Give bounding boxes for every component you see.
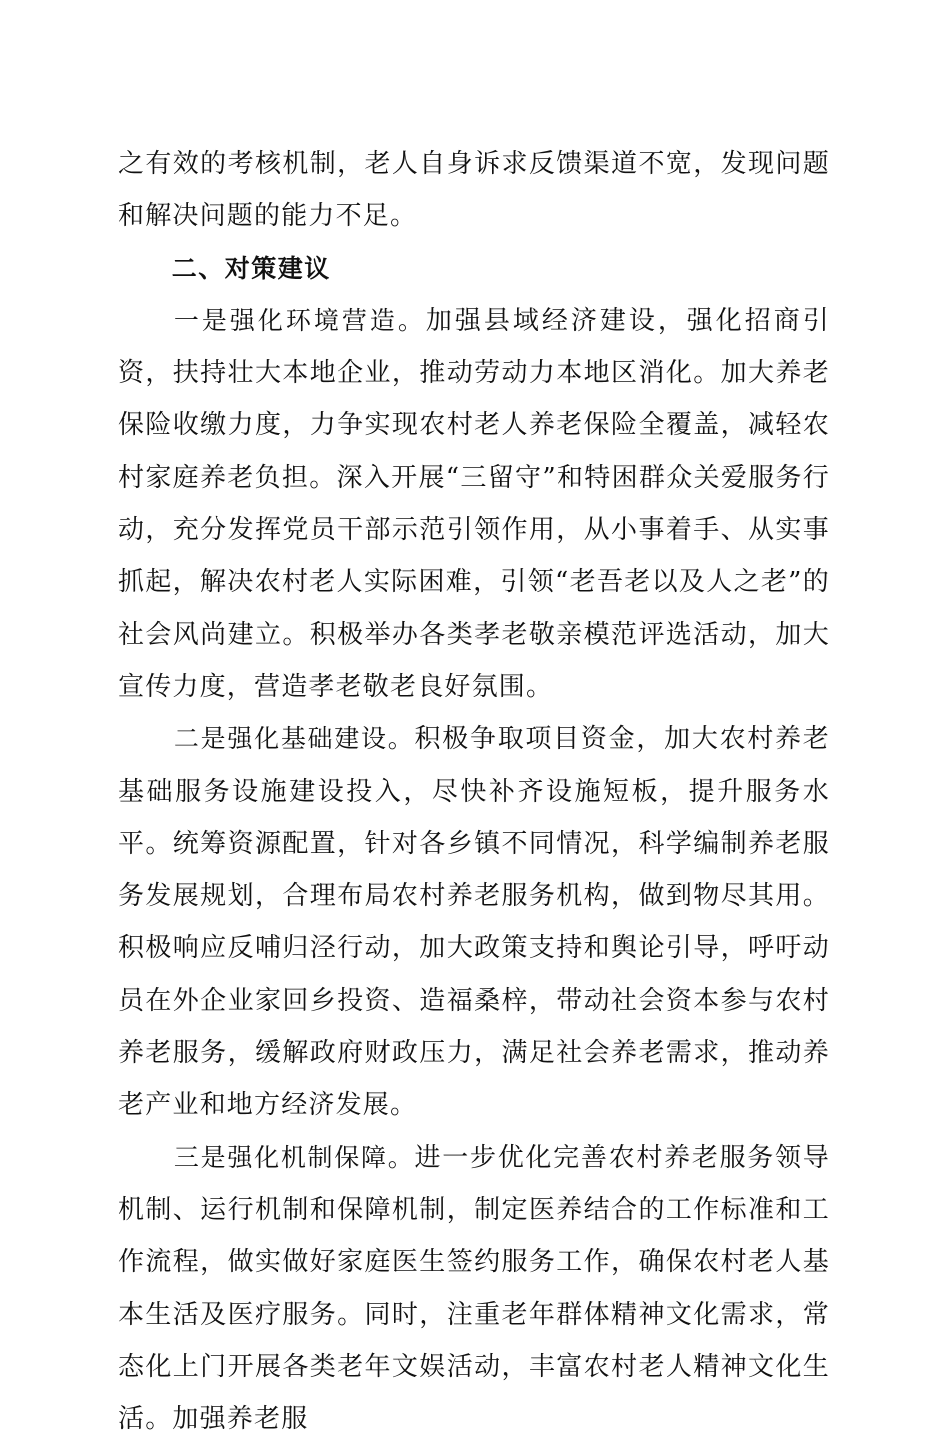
continuation-paragraph: 之有效的考核机制，老人自身诉求反馈渠道不宽，发现问题和解决问题的能力不足。 (118, 149, 830, 232)
paragraph-body: 积极争取项目资金，加大农村养老基础服务设施建设投入，尽快补齐设施短板，提升服务水平。统筹资源配置，针对各乡镇不同情况，科学编制养老服务发展规划，合理布局农村养老服务机构，做到物尽其用。积极响应反哺归泾行动，加大政策支持和舆论引导，呼吁动员在外企业家回乡投资、造福桑梓，带动社会资本参与农村养老服务，缓解政府财政压力，满足社会养老需求，推动养老产业和地方经济发展。 (118, 724, 830, 1121)
document-body (118, 138, 830, 1445)
paragraph-infrastructure (118, 713, 830, 1131)
paragraph-body: 加强县域经济建设，强化招商引资，扶持壮大本地企业，推动劳动力本地区消化。加大养老保险收缴力度，力争实现农村老人养老保险全覆盖，减轻农村家庭养老负担。深入开展“三留守”和特困群众关爱服务行动，充分发挥党员干部示范引领作用，从小事着手、从实事抓起，解决农村老人实际困难，引领“老吾老以及人之老”的社会风尚建立。积极举办各类孝老敬亲模范评选活动，加大宣传力度，营造孝老敬老良好氛围。 (118, 305, 830, 702)
paragraph-body: 进一步优化完善农村养老服务领导机制、运行机制和保障机制，制定医养结合的工作标准和工作流程，做实做好家庭医生签约服务工作，确保农村老人基本生活及医疗服务。同时，注重老年群体精神文化需求，常态化上门开展各类老年文娱活动，丰富农村老人精神文化生活。加强养老服 (118, 1142, 830, 1435)
paragraph-lead: 二是强化基础建设。 (173, 724, 415, 754)
paragraph-lead: 三是强化机制保障。 (173, 1142, 415, 1172)
section-heading: 二、对策建议 (171, 253, 331, 283)
paragraph-lead: 一是强化环境营造。 (173, 305, 426, 335)
paragraph-mechanism (118, 1132, 830, 1445)
paragraph-environment (118, 295, 830, 713)
